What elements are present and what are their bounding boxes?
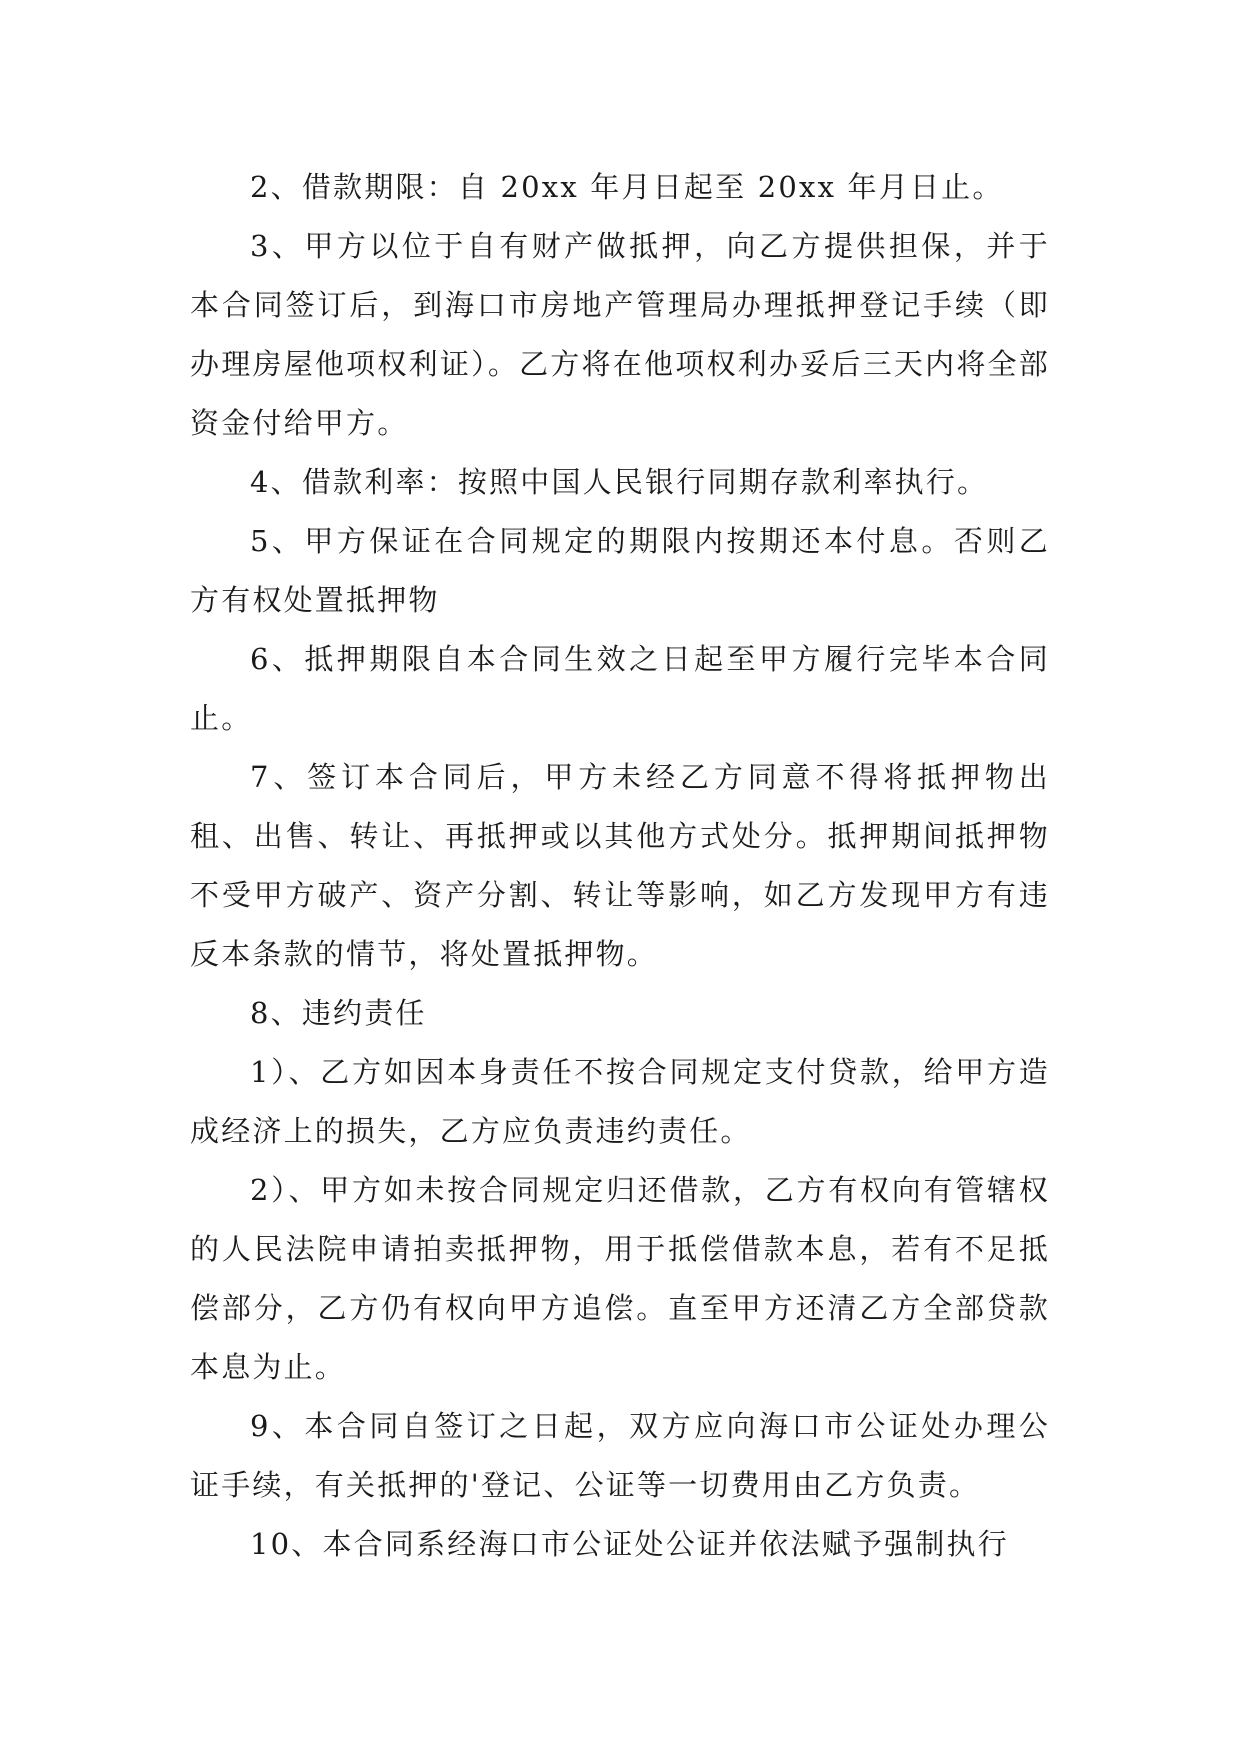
clause-3-collateral: 3、甲方以位于自有财产做抵押，向乙方提供担保，并于本合同签订后，到海口市房地产管理局办理抵押登记手续（即办理房屋他项权利证）。乙方将在他项权利办妥后三天内将全部资金付给甲方。 (190, 229, 1050, 440)
clause-8-breach-heading: 8、违约责任 (250, 996, 427, 1030)
clause-6-mortgage-term: 6、抵押期限自本合同生效之日起至甲方履行完毕本合同止。 (190, 642, 1050, 735)
clause-10-enforcement: 10、本合同系经海口市公证处公证并依法赋予强制执行 (250, 1527, 1009, 1561)
clause-8-1-party-b-breach: 1）、乙方如因本身责任不按合同规定支付贷款，给甲方造成经济上的损失，乙方应负责违约责任。 (190, 1055, 1050, 1148)
clause-8-2-party-a-breach: 2）、甲方如未按合同规定归还借款，乙方有权向有管辖权的人民法院申请拍卖抵押物，用于抵偿借款本息，若有不足抵偿部分，乙方仍有权向甲方追偿。直至甲方还清乙方全部贷款本息为止。 (190, 1173, 1050, 1384)
clause-7-restrictions: 7、签订本合同后，甲方未经乙方同意不得将抵押物出租、出售、转让、再抵押或以其他方式处分。抵押期间抵押物不受甲方破产、资产分割、转让等影响，如乙方发现甲方有违反本条款的情节，将处置抵押物。 (190, 760, 1050, 971)
clause-4-interest-rate: 4、借款利率：按照中国人民银行同期存款利率执行。 (250, 465, 989, 499)
clause-2-loan-term: 2、借款期限：自 20xx 年月日起至 20xx 年月日止。 (250, 170, 1004, 204)
document-body (190, 158, 1050, 1574)
clause-5-repayment: 5、甲方保证在合同规定的期限内按期还本付息。否则乙方有权处置抵押物 (190, 524, 1050, 617)
clause-9-notarization: 9、本合同自签订之日起，双方应向海口市公证处办理公证手续，有关抵押的'登记、公证等一切费用由乙方负责。 (190, 1409, 1050, 1502)
